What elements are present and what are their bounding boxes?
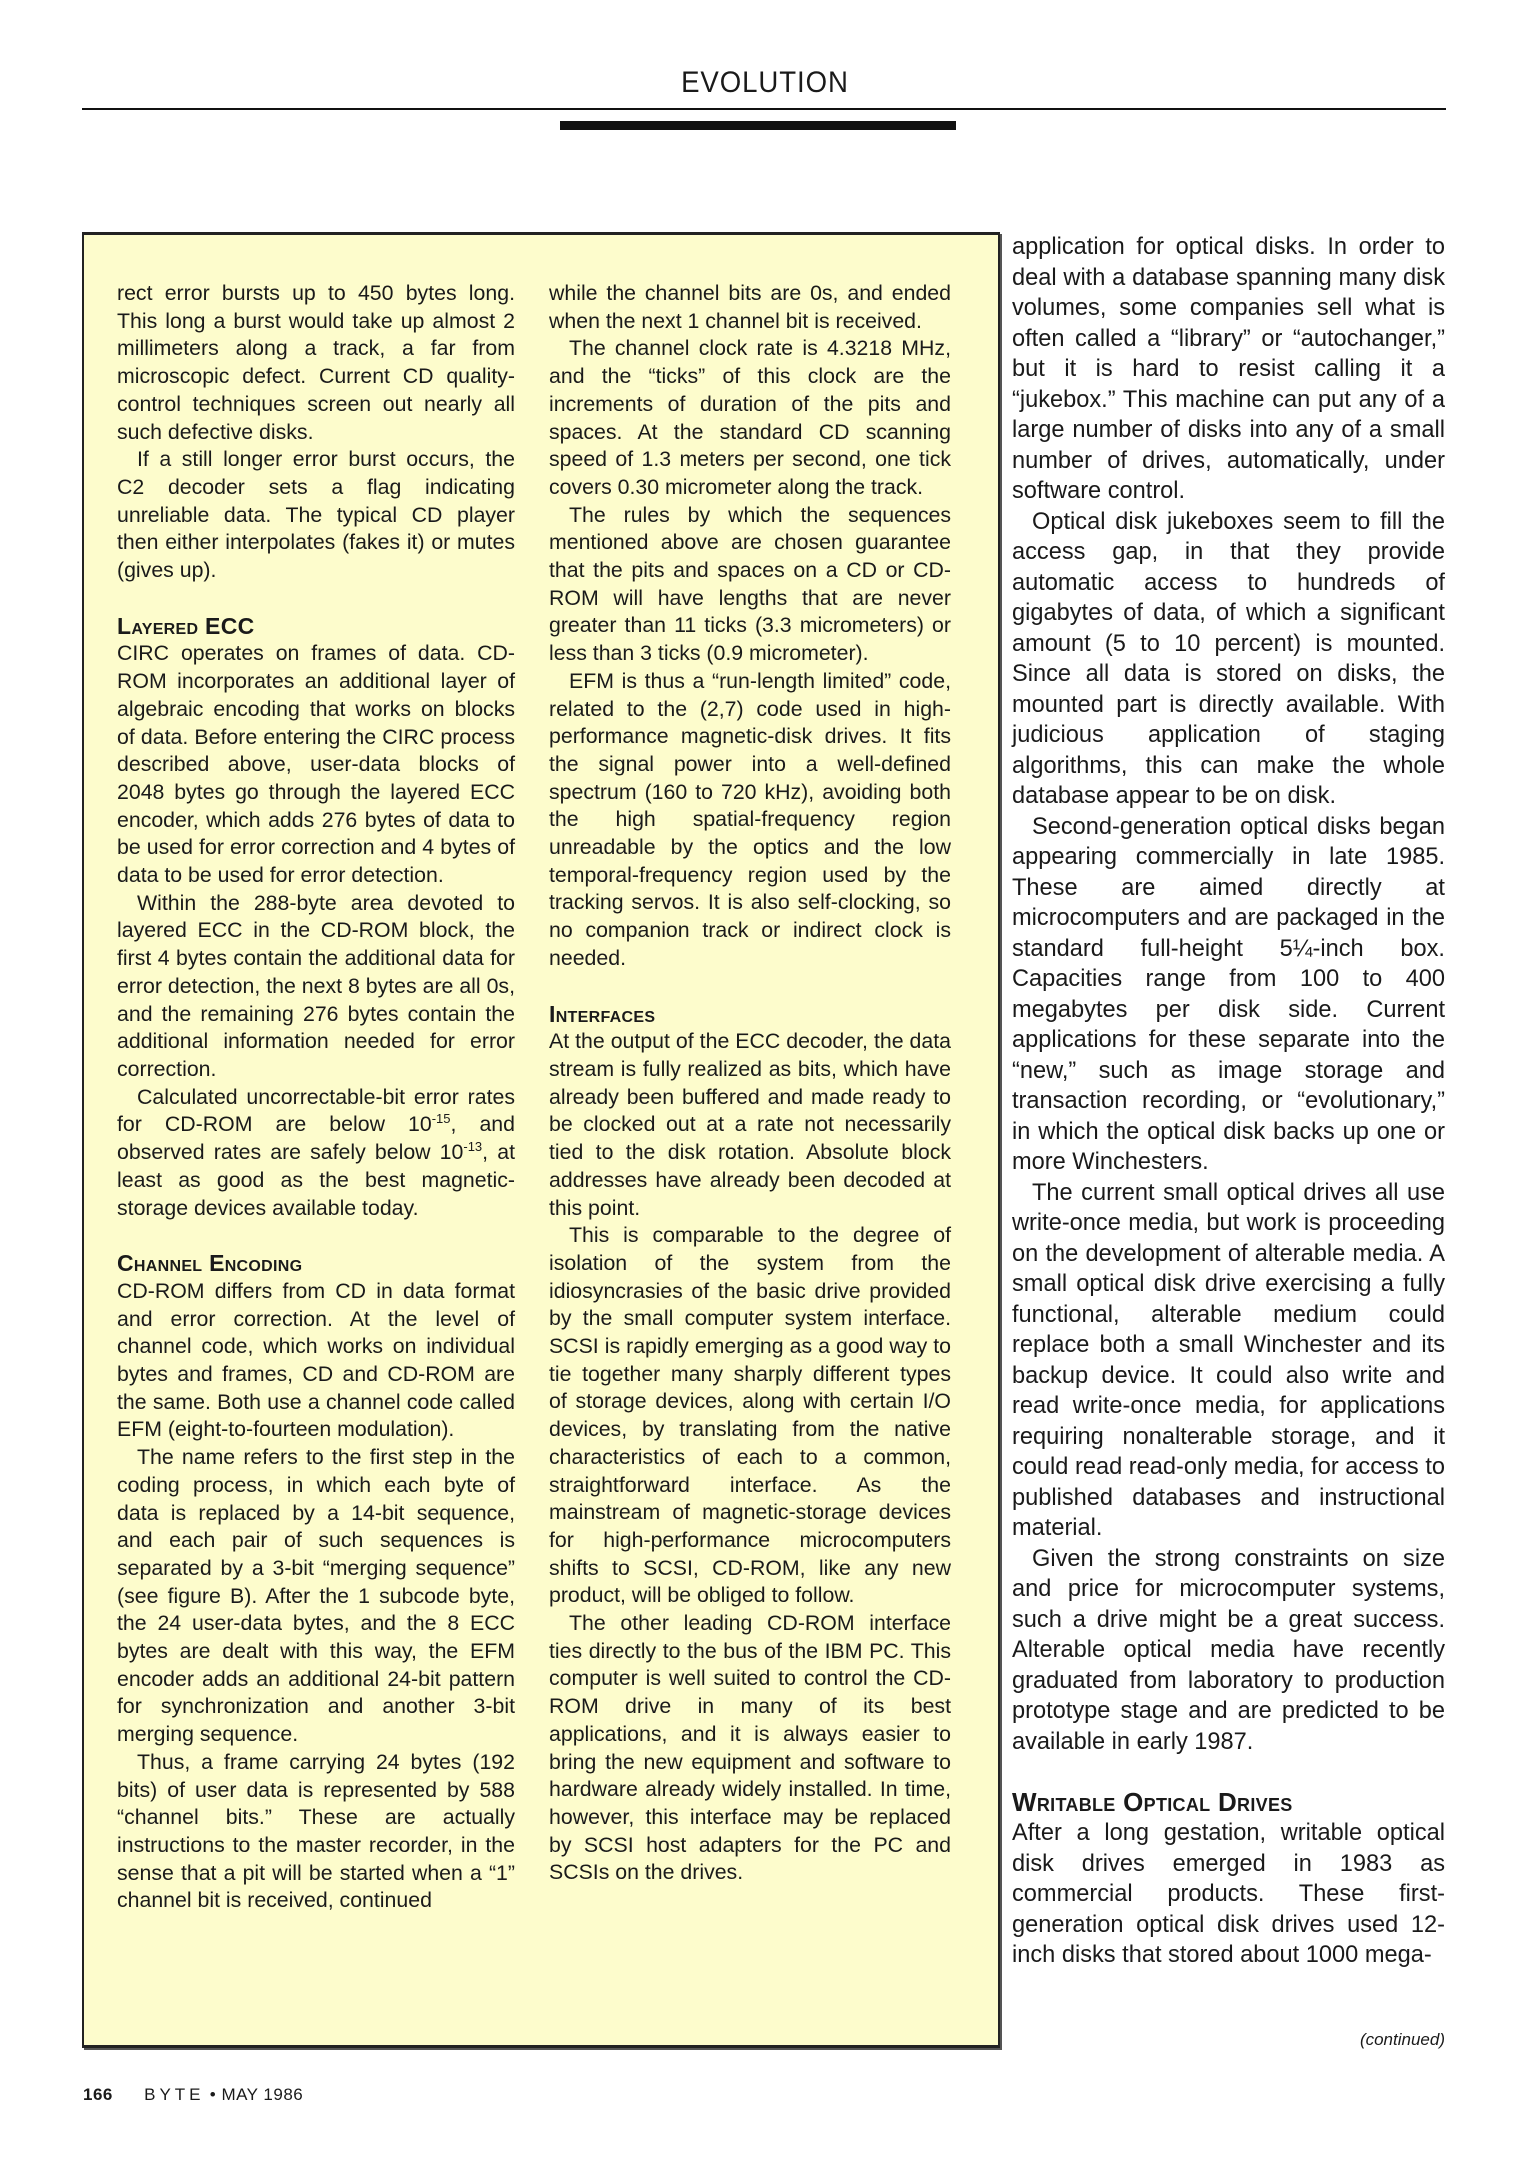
text-run: , at least as good as the best magnetic-storage devices available today. [117, 1140, 515, 1220]
paragraph: Second-generation optical disks began appearing commercially in late 1985. These are aimed directly at microcomputers and are packaged in the standard full-height 5¼-inch box. Capacities range from 100 to 400 megabytes per disk side. Current applications for these separate into the “new,” such as image storage and transaction recording, or “evolutionary,” in which the optical disk backs up one or more Winchesters. [1012, 813, 1445, 1175]
section-heading-writable-optical-drives: Writable Optical Drives [1012, 1787, 1293, 1817]
paragraph: The name refers to the first step in the coding process, in which each byte of data is replaced by a 14-bit sequence, and each pair of such sequences is separated by a 3-bit “merging sequence” (see figure B). After the 1 subcode byte, the 24 user-data bytes, and the 8 ECC bytes are dealt with this way, the EFM encoder adds an additional 24-bit pattern for synchronization and another 3-bit merging sequence. [117, 1445, 515, 1747]
page-footer [83, 2085, 303, 2105]
paragraph: Given the strong constraints on size and price for microcomputer systems, such a drive might be a great success. Alterable optical media have recently graduated from laboratory to production prototype stage and are predicted to be available in early 1987. [1012, 1545, 1445, 1755]
section-heading-interfaces: Interfaces [549, 1000, 656, 1027]
paragraph: The current small optical drives all use write-once media, but work is proceeding on the development of alterable media. A small optical disk drive exercising a fully functional, alterable medium could replace both a small Winchester and its backup device. It could also write and read write-once media, for applications requiring nonalterable storage, and it could read read-only media, for access to published databases and instructional material. [1012, 1179, 1445, 1541]
page-number: 166 [83, 2085, 113, 2104]
exponent: -15 [431, 1111, 451, 1127]
paragraph: CD-ROM differs from CD in data format and error correction. At the level of channel code, which works on individual bytes and frames, CD and CD-ROM are the same. Both use a channel code called EFM (eight-to-fourteen modulation). [117, 1278, 515, 1442]
sidebar-column-2 [549, 280, 951, 1887]
paragraph: After a long gestation, writable optical disk drives emerged in 1983 as commercial products. These first-generation optical disk drives used 12-inch disks that stored about 1000 mega- [1012, 1820, 1445, 1968]
sidebar-column-1 [117, 280, 515, 1915]
text-run: Calculated uncorrectable-bit error rates for CD-ROM are below 10 [117, 1084, 515, 1137]
section-heading-channel-encoding: Channel Encoding [117, 1250, 303, 1277]
paragraph: Thus, a frame carrying 24 bytes (192 bits) of user data is represented by 588 “channel bits.” These are actually instructions to the master recorder, in the sense that a pit will be started when a “1” channel bit is received, continued [117, 1749, 515, 1913]
header-accent-bar [560, 121, 956, 130]
paragraph-error-rates [117, 1084, 515, 1223]
main-article-column [1012, 232, 1445, 1971]
paragraph: CIRC operates on frames of data. CD-ROM incorporates an additional layer of algebraic encoding that works on blocks of data. Before entering the CIRC process described above, user-data blocks of 2048 bytes go through the layered ECC encoder, which adds 276 bytes of data to be used for error correction and 4 bytes of data to be used for error detection. [117, 641, 515, 888]
paragraph: If a still longer error burst occurs, the C2 decoder sets a flag indicating unreliable data. The typical CD player then either interpolates (fakes it) or mutes (gives up). [117, 447, 515, 583]
footer-separator: • [209, 2085, 217, 2104]
paragraph: The rules by which the sequences mentioned above are chosen guarantee that the pits and spaces on a CD or CD-ROM will have lengths that are never greater than 11 ticks (3.3 micrometers) or less than 3 ticks (0.9 micrometer). [549, 502, 951, 666]
page-header-title: EVOLUTION [681, 66, 849, 99]
paragraph: while the channel bits are 0s, and ended when the next 1 channel bit is received. [549, 281, 951, 333]
paragraph: This is comparable to the degree of isolation of the system from the idiosyncrasies of the basic drive provided by the small computer system interface. SCSI is rapidly emerging as a good way to tie together many sharply different types of storage devices, along with certain I/O devices, by translating from the native characteristics of each to a common, straightforward interface. As the mainstream of magnetic-storage devices for high-performance microcomputers shifts to SCSI, CD-ROM, like any new product, will be obliged to follow. [549, 1223, 951, 1608]
paragraph: At the output of the ECC decoder, the data stream is fully realized as bits, which have already been buffered and made ready to be clocked out at a rate not necessarily tied to the disk rotation. Absolute block addresses have already been decoded at this point. [549, 1029, 951, 1220]
paragraph: The channel clock rate is 4.3218 MHz, and the “ticks” of this clock are the increments of duration of the pits and spaces. At the standard CD scanning speed of 1.3 meters per second, one tick covers 0.30 micrometer along the track. [549, 336, 951, 499]
issue-date: MAY 1986 [221, 2085, 304, 2104]
paragraph: The other leading CD-ROM interface ties directly to the bus of the IBM PC. This computer is well suited to control the CD-ROM drive in many of its best applications, and it is always easier to bring the new equipment and software to hardware already widely installed. In time, however, this interface may be replaced by SCSI host adapters for the PC and SCSIs on the drives. [549, 1611, 951, 1885]
text-run: , and observed rates are safely below 10 [117, 1112, 515, 1165]
section-heading-layered-ecc: Layered ECC [117, 612, 255, 639]
continued-label: (continued) [1359, 2030, 1445, 2049]
paragraph: Within the 288-byte area devoted to layered ECC in the CD-ROM block, the first 4 bytes contain the additional data for error detection, the next 8 bytes are all 0s, and the remaining 276 bytes contain the additional information needed for error correction. [117, 890, 515, 1081]
exponent: -13 [463, 1139, 483, 1154]
header-rule [82, 108, 1446, 110]
paragraph: Optical disk jukeboxes seem to fill the access gap, in that they provide automatic access to hundreds of gigabytes of data, of which a significant amount (5 to 10 percent) is mounted. Since all data is stored on disks, the mounted part is directly available. With judicious application of staging algorithms, this can make the whole database appear to be on disk. [1012, 508, 1445, 809]
magazine-name: BYTE [144, 2085, 205, 2104]
paragraph: application for optical disks. In order to deal with a database spanning many disk volumes, some companies sell what is often called a “library” or “autochanger,” but it is hard to resist calling it a “jukebox.” This machine can put any of a large number of disks into any of a small number of drives, automatically, under software control. [1012, 234, 1445, 504]
paragraph: rect error bursts up to 450 bytes long. This long a burst would take up almost 2 millimeters along a track, a far from microscopic defect. Current CD quality-control techniques screen out nearly all such defective disks. [117, 281, 515, 444]
paragraph: EFM is thus a “run-length limited” code, related to the (2,7) code used in high-performance magnetic-disk drives. It fits the signal power into a well-defined spectrum (160 to 720 kHz), avoiding both the high spatial-frequency region unreadable by the optics and the low temporal-frequency region used by the tracking servos. It is also self-clocking, so no companion track or indirect clock is needed. [549, 668, 951, 970]
